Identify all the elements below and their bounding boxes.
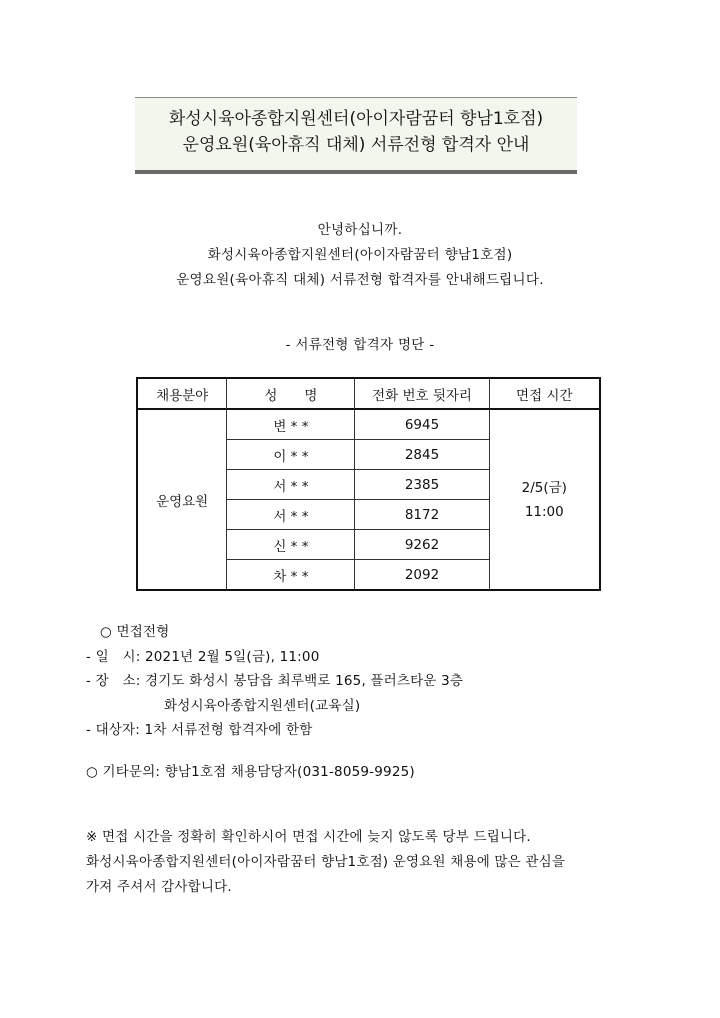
interview-hour: 11:00 bbox=[524, 503, 564, 520]
interview-target-line: - 대상자: 1차 서류전형 합격자에 한함 bbox=[86, 722, 313, 738]
table-row bbox=[137, 409, 600, 440]
phone-cell: 2385 bbox=[355, 470, 489, 500]
phone-cell: 8172 bbox=[355, 500, 489, 530]
name-cell: 이 * * bbox=[227, 440, 355, 470]
header-phone: 전화 번호 뒷자리 bbox=[355, 378, 489, 409]
name-cell: 서 * * bbox=[227, 470, 355, 500]
title-box bbox=[135, 97, 577, 174]
interview-info bbox=[86, 620, 463, 743]
interview-heading: ○ 면접전형 bbox=[100, 624, 170, 640]
name-cell: 신 * * bbox=[227, 530, 355, 560]
name-cell: 차 * * bbox=[227, 560, 355, 591]
header-name: 성 명 bbox=[227, 378, 355, 409]
result-table bbox=[136, 377, 601, 591]
greeting-paragraph bbox=[0, 218, 720, 293]
document-title-line1: 화성시육아종합지원센터(아이자람꿈터 향남1호점) bbox=[168, 109, 544, 129]
table-header-row bbox=[137, 378, 600, 409]
phone-cell: 2092 bbox=[355, 560, 489, 591]
closing-paragraph bbox=[86, 825, 626, 900]
contact-info: ○ 기타문의: 향남1호점 채용담당자(031-8059-9925) bbox=[86, 764, 415, 780]
field-cell: 운영요원 bbox=[137, 409, 227, 590]
closing-line1: ※ 면접 시간을 정확히 확인하시어 면접 시간에 늦지 않도록 당부 드립니다. bbox=[86, 829, 531, 845]
list-heading: - 서류전형 합격자 명단 - bbox=[285, 337, 435, 353]
interview-place-line: - 장 소: 경기도 화성시 봉담읍 최루백로 165, 플러츠타운 3층 bbox=[86, 673, 464, 689]
closing-line2: 화성시육아종합지원센터(아이자람꿈터 향남1호점) 운영요원 채용에 많은 관심을 bbox=[86, 854, 566, 870]
phone-cell: 9262 bbox=[355, 530, 489, 560]
name-cell: 서 * * bbox=[227, 500, 355, 530]
name-cell: 변 * * bbox=[227, 409, 355, 440]
greeting-line3: 운영요원(육아휴직 대체) 서류전형 합격자를 안내해드립니다. bbox=[176, 272, 544, 288]
interview-date: 2/5(금) bbox=[521, 479, 567, 496]
phone-cell: 6945 bbox=[355, 409, 489, 440]
interview-time-cell bbox=[489, 409, 600, 590]
header-interview-time: 면접 시간 bbox=[489, 378, 600, 409]
header-field: 채용분야 bbox=[137, 378, 227, 409]
greeting-line1: 안녕하십니까. bbox=[317, 222, 403, 238]
interview-place-line2: 화성시육아종합지원센터(교육실) bbox=[164, 697, 361, 714]
closing-line3: 가져 주셔서 감사합니다. bbox=[86, 879, 232, 895]
interview-date-line: - 일 시: 2021년 2월 5일(금), 11:00 bbox=[86, 648, 320, 665]
document-title-line2: 운영요원(육아휴직 대체) 서류전형 합격자 안내 bbox=[182, 135, 530, 155]
greeting-line2: 화성시육아종합지원센터(아이자람꿈터 향남1호점) bbox=[207, 247, 513, 263]
phone-cell: 2845 bbox=[355, 440, 489, 470]
